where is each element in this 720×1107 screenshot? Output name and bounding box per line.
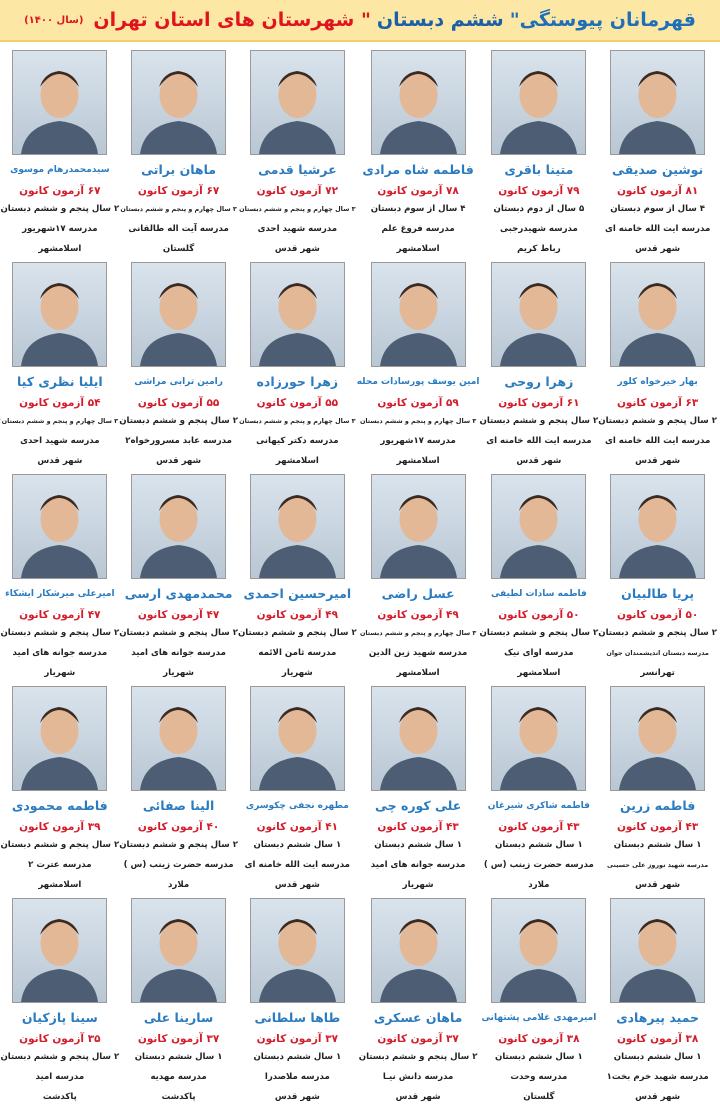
exam-count: ۳۷ آزمون کانون — [138, 1031, 219, 1047]
student-card — [119, 254, 238, 466]
study-years: ۳ سال چهارم و پنجم و ششم دبستان — [120, 199, 236, 219]
student-name: سارینا علی — [144, 1009, 213, 1027]
student-photo — [610, 262, 705, 367]
study-years: ۲ سال پنجم و ششم دبستان — [480, 623, 599, 643]
student-card — [0, 466, 119, 678]
student-card — [0, 254, 119, 466]
student-name: امیرعلی میرشکار ایشکاء — [5, 585, 114, 603]
student-photo — [371, 50, 466, 155]
city-name: شهریار — [403, 875, 434, 895]
student-name: رامین ترابی مراشی — [134, 373, 223, 391]
city-name: شهر قدس — [275, 1087, 320, 1107]
study-years: ۴ سال از سوم دبستان — [371, 199, 466, 219]
student-photo — [12, 262, 107, 367]
student-card — [0, 890, 119, 1102]
city-name: اسلامشهر — [397, 451, 440, 471]
exam-count: ۶۷ آزمون کانون — [138, 183, 219, 199]
student-name: عسل راضی — [382, 585, 455, 603]
student-name: سینا پازکیان — [22, 1009, 98, 1027]
student-photo — [250, 474, 345, 579]
student-name: فاطمه شاه مرادی — [362, 161, 473, 179]
student-name: امیرحسین احمدی — [243, 585, 351, 603]
student-name: فاطمه سادات لطیفی — [491, 585, 587, 603]
city-name: شهر قدس — [635, 451, 680, 471]
student-photo — [250, 50, 345, 155]
student-card — [238, 678, 357, 890]
school-name: مدرسه مهدیه — [150, 1067, 206, 1087]
exam-count: ۷۲ آزمون کانون — [257, 183, 338, 199]
student-name: مطهره نجفی چکوسری — [246, 797, 349, 815]
study-years: ۳ سال چهارم و پنجم و ششم دبستان — [360, 623, 476, 643]
study-years: ۱ سال ششم دبستان — [614, 1047, 702, 1067]
exam-count: ۴۳ آزمون کانون — [377, 819, 458, 835]
school-name: مدرسه دبستان اندیشمندان جوان — [606, 643, 708, 663]
student-name: فاطمه شاکری شیرغان — [488, 797, 590, 815]
student-photo — [491, 262, 586, 367]
student-name: الینا صفائی — [143, 797, 214, 815]
city-name: تهرانسر — [640, 663, 675, 683]
exam-count: ۵۵ آزمون کانون — [257, 395, 338, 411]
exam-count: ۳۸ آزمون کانون — [617, 1031, 698, 1047]
student-photo — [131, 474, 226, 579]
student-name: ماهان براتی — [141, 161, 216, 179]
student-card — [119, 42, 238, 254]
school-name: مدرسه فروغ علم — [382, 219, 455, 239]
title-part-1: قهرمانان پیوستگی" — [510, 9, 696, 31]
school-name: مدرسه وحدت — [510, 1067, 567, 1087]
student-name: زهرا حورزاده — [257, 373, 339, 391]
city-name: شهر قدس — [635, 875, 680, 895]
city-name: اسلامشهر — [38, 875, 81, 895]
study-years: ۲ سال پنجم و ششم دبستان — [0, 623, 119, 643]
student-card — [480, 466, 599, 678]
student-photo — [491, 474, 586, 579]
exam-count: ۴۹ آزمون کانون — [377, 607, 458, 623]
exam-count: ۴۰ آزمون کانون — [138, 819, 219, 835]
school-name: مدرسه حضرت زینب (س ) — [484, 855, 594, 875]
student-photo — [491, 50, 586, 155]
exam-count: ۳۵ آزمون کانون — [19, 1031, 100, 1047]
exam-count: ۴۳ آزمون کانون — [617, 819, 698, 835]
exam-count: ۵۹ آزمون کانون — [377, 395, 458, 411]
student-card — [119, 890, 238, 1102]
student-name: امیرمهدی غلامی پشتهانی — [481, 1009, 596, 1027]
study-years: ۲ سال پنجم و ششم دبستان — [0, 199, 119, 219]
school-name: مدرسه عابد مسرورخواه۲ — [125, 431, 232, 451]
school-name: مدرسه حضرت زینب (س ) — [124, 855, 234, 875]
school-name: مدرسه امید — [36, 1067, 85, 1087]
student-card — [480, 678, 599, 890]
city-name: اسلامشهر — [517, 663, 560, 683]
exam-count: ۵۴ آزمون کانون — [19, 395, 100, 411]
school-name: مدرسه ایت الله خامنه ای — [245, 855, 350, 875]
city-name: شهر قدس — [275, 875, 320, 895]
exam-count: ۷۹ آزمون کانون — [498, 183, 579, 199]
school-name: مدرسه ایت الله خامنه ای — [605, 431, 710, 451]
student-photo — [610, 898, 705, 1003]
exam-count: ۸۱ آزمون کانون — [617, 183, 698, 199]
city-name: شهریار — [282, 663, 313, 683]
study-years: ۲ سال پنجم و ششم دبستان — [0, 1047, 119, 1067]
exam-count: ۴۹ آزمون کانون — [257, 607, 338, 623]
student-card — [598, 42, 717, 254]
study-years: ۳ سال چهارم و پنجم و ششم دبستان — [239, 411, 355, 431]
city-name: اسلامشهر — [397, 663, 440, 683]
study-years: ۴ سال از سوم دبستان — [610, 199, 705, 219]
student-name: علی کوره چی — [375, 797, 461, 815]
city-name: شهر قدس — [396, 1087, 441, 1107]
school-name: مدرسه شهید خرم بخت۱ — [607, 1067, 709, 1087]
city-name: شهریار — [163, 663, 194, 683]
city-name: شهر قدس — [275, 239, 320, 259]
school-name: مدرسه دکتر کیهانی — [256, 431, 338, 451]
student-name: متینا باقری — [504, 161, 573, 179]
student-card — [357, 254, 480, 466]
city-name: اسلامشهر — [276, 451, 319, 471]
student-name: ایلیا نظری کیا — [17, 373, 103, 391]
school-name: مدرسه شهیدرجبی — [500, 219, 578, 239]
student-photo — [131, 262, 226, 367]
study-years: ۲ سال پنجم و ششم دبستان — [598, 623, 717, 643]
poster-title — [0, 0, 720, 42]
student-name: سیدمحمدرهام موسوی — [10, 161, 110, 179]
exam-count: ۵۵ آزمون کانون — [138, 395, 219, 411]
city-name: شهر قدس — [156, 451, 201, 471]
city-name: گلستان — [163, 239, 194, 259]
study-years: ۳ سال چهارم و پنجم و ششم دبستان — [239, 199, 355, 219]
exam-count: ۴۱ آزمون کانون — [257, 819, 338, 835]
school-name: مدرسه ایت الله خامنه ای — [605, 219, 710, 239]
student-name: فاطمه زرین — [620, 797, 695, 815]
student-card — [598, 466, 717, 678]
school-name: مدرسه شهید احدی — [20, 431, 99, 451]
study-years: ۱ سال ششم دبستان — [614, 835, 702, 855]
school-name: مدرسه ملاصدرا — [265, 1067, 330, 1087]
title-part-3: " شهرستان های استان تهران — [93, 9, 370, 31]
student-photo — [250, 686, 345, 791]
student-photo — [12, 474, 107, 579]
school-name: مدرسه ثامن الائمه — [258, 643, 336, 663]
study-years: ۲ سال پنجم و ششم دبستان — [598, 411, 717, 431]
student-photo — [610, 686, 705, 791]
study-years: ۳ سال چهارم و پنجم و ششم دبستان — [360, 411, 476, 431]
student-photo — [371, 898, 466, 1003]
city-name: شهر قدس — [37, 451, 82, 471]
school-name: مدرسه ۱۷شهریور — [22, 219, 97, 239]
exam-count: ۶۳ آزمون کانون — [617, 395, 698, 411]
exam-count: ۷۸ آزمون کانون — [377, 183, 458, 199]
study-years: ۲ سال پنجم و ششم دبستان — [0, 835, 119, 855]
student-card — [598, 254, 717, 466]
exam-count: ۳۷ آزمون کانون — [377, 1031, 458, 1047]
student-card — [598, 678, 717, 890]
student-card — [238, 42, 357, 254]
exam-count: ۶۱ آزمون کانون — [498, 395, 579, 411]
school-name: مدرسه ۱۷شهریور — [380, 431, 455, 451]
city-name: شهر قدس — [635, 239, 680, 259]
student-name: زهرا روحی — [504, 373, 573, 391]
students-grid — [0, 42, 720, 1102]
student-card — [357, 42, 480, 254]
study-years: ۲ سال پنجم و ششم دبستان — [119, 623, 238, 643]
student-photo — [250, 898, 345, 1003]
city-name: پاکدشت — [162, 1087, 196, 1107]
city-name: رباط کریم — [517, 239, 561, 259]
school-name: مدرسه اوای نیک — [504, 643, 574, 663]
study-years: ۱ سال ششم دبستان — [253, 1047, 341, 1067]
student-card — [357, 466, 480, 678]
student-card — [0, 42, 119, 254]
student-photo — [371, 474, 466, 579]
school-name: مدرسه جوانه های امید — [131, 643, 226, 663]
student-photo — [250, 262, 345, 367]
student-name: حمید پیرهادی — [616, 1009, 699, 1027]
exam-count: ۴۳ آزمون کانون — [498, 819, 579, 835]
title-part-2: ششم دبستان — [377, 9, 504, 31]
study-years: ۱ سال ششم دبستان — [495, 835, 583, 855]
student-photo — [12, 898, 107, 1003]
city-name: شهر قدس — [516, 451, 561, 471]
city-name: شهر قدس — [635, 1087, 680, 1107]
city-name: اسلامشهر — [397, 239, 440, 259]
student-name: ماهان عسکری — [374, 1009, 463, 1027]
student-name: طاها سلطانی — [254, 1009, 340, 1027]
student-card — [357, 678, 480, 890]
student-name: پریا طالبیان — [621, 585, 694, 603]
study-years: ۱ سال ششم دبستان — [374, 835, 462, 855]
study-years: ۱ سال ششم دبستان — [253, 835, 341, 855]
student-photo — [131, 686, 226, 791]
student-name: بهار خیرخواه کلور — [618, 373, 698, 391]
city-name: ملارد — [528, 875, 549, 895]
city-name: شهریار — [44, 663, 75, 683]
student-card — [480, 42, 599, 254]
school-name: مدرسه آیت اله طالقانی — [128, 219, 228, 239]
school-name: مدرسه عترت ۲ — [28, 855, 92, 875]
student-photo — [12, 50, 107, 155]
student-photo — [610, 50, 705, 155]
student-photo — [131, 50, 226, 155]
student-photo — [610, 474, 705, 579]
student-photo — [12, 686, 107, 791]
student-photo — [491, 686, 586, 791]
student-card — [238, 254, 357, 466]
student-name: عرشیا قدمی — [258, 161, 337, 179]
study-years: ۲ سال پنجم و ششم دبستان — [359, 1047, 478, 1067]
student-name: نوشین صدیقی — [612, 161, 703, 179]
student-card — [238, 890, 357, 1102]
school-name: مدرسه جوانه های امید — [13, 643, 108, 663]
city-name: پاکدشت — [43, 1087, 77, 1107]
study-years: ۵ سال از دوم دبستان — [494, 199, 585, 219]
city-name: اسلامشهر — [38, 239, 81, 259]
student-photo — [491, 898, 586, 1003]
city-name: گلستان — [523, 1087, 554, 1107]
study-years: ۳ سال چهارم و پنجم و ششم دبستان — [2, 411, 118, 431]
school-name: مدرسه شهید نوروز علی حسینی — [607, 855, 708, 875]
city-name: ملارد — [168, 875, 189, 895]
student-name: امین یوسف پورسادات محله — [357, 373, 480, 391]
exam-count: ۳۹ آزمون کانون — [19, 819, 100, 835]
exam-count: ۵۰ آزمون کانون — [498, 607, 579, 623]
student-photo — [131, 898, 226, 1003]
student-card — [357, 890, 480, 1102]
exam-count: ۶۷ آزمون کانون — [19, 183, 100, 199]
student-photo — [371, 686, 466, 791]
student-name: فاطمه محمودی — [12, 797, 108, 815]
school-name: مدرسه دانش نیـا — [383, 1067, 454, 1087]
exam-count: ۳۷ آزمون کانون — [257, 1031, 338, 1047]
study-years: ۱ سال ششم دبستان — [495, 1047, 583, 1067]
student-card — [238, 466, 357, 678]
school-name: مدرسه شهید زین الدین — [369, 643, 467, 663]
student-card — [119, 678, 238, 890]
study-years: ۲ سال پنجم و ششم دبستان — [119, 411, 238, 431]
school-name: مدرسه ایت الله خامنه ای — [486, 431, 591, 451]
exam-count: ۴۷ آزمون کانون — [19, 607, 100, 623]
student-card — [598, 890, 717, 1102]
exam-count: ۳۸ آزمون کانون — [498, 1031, 579, 1047]
school-name: مدرسه جوانه های امید — [371, 855, 466, 875]
study-years: ۲ سال پنجم و ششم دبستان — [480, 411, 599, 431]
title-year: (سال ۱۴۰۰) — [24, 15, 83, 26]
student-card — [0, 678, 119, 890]
study-years: ۱ سال ششم دبستان — [135, 1047, 223, 1067]
school-name: مدرسه شهید احدی — [258, 219, 337, 239]
exam-count: ۴۷ آزمون کانون — [138, 607, 219, 623]
study-years: ۲ سال پنجم و ششم دبستان — [119, 835, 238, 855]
student-card — [480, 254, 599, 466]
exam-count: ۵۰ آزمون کانون — [617, 607, 698, 623]
student-card — [480, 890, 599, 1102]
student-name: محمدمهدی ارسی — [125, 585, 233, 603]
study-years: ۲ سال پنجم و ششم دبستان — [238, 623, 357, 643]
student-photo — [371, 262, 466, 367]
student-card — [119, 466, 238, 678]
